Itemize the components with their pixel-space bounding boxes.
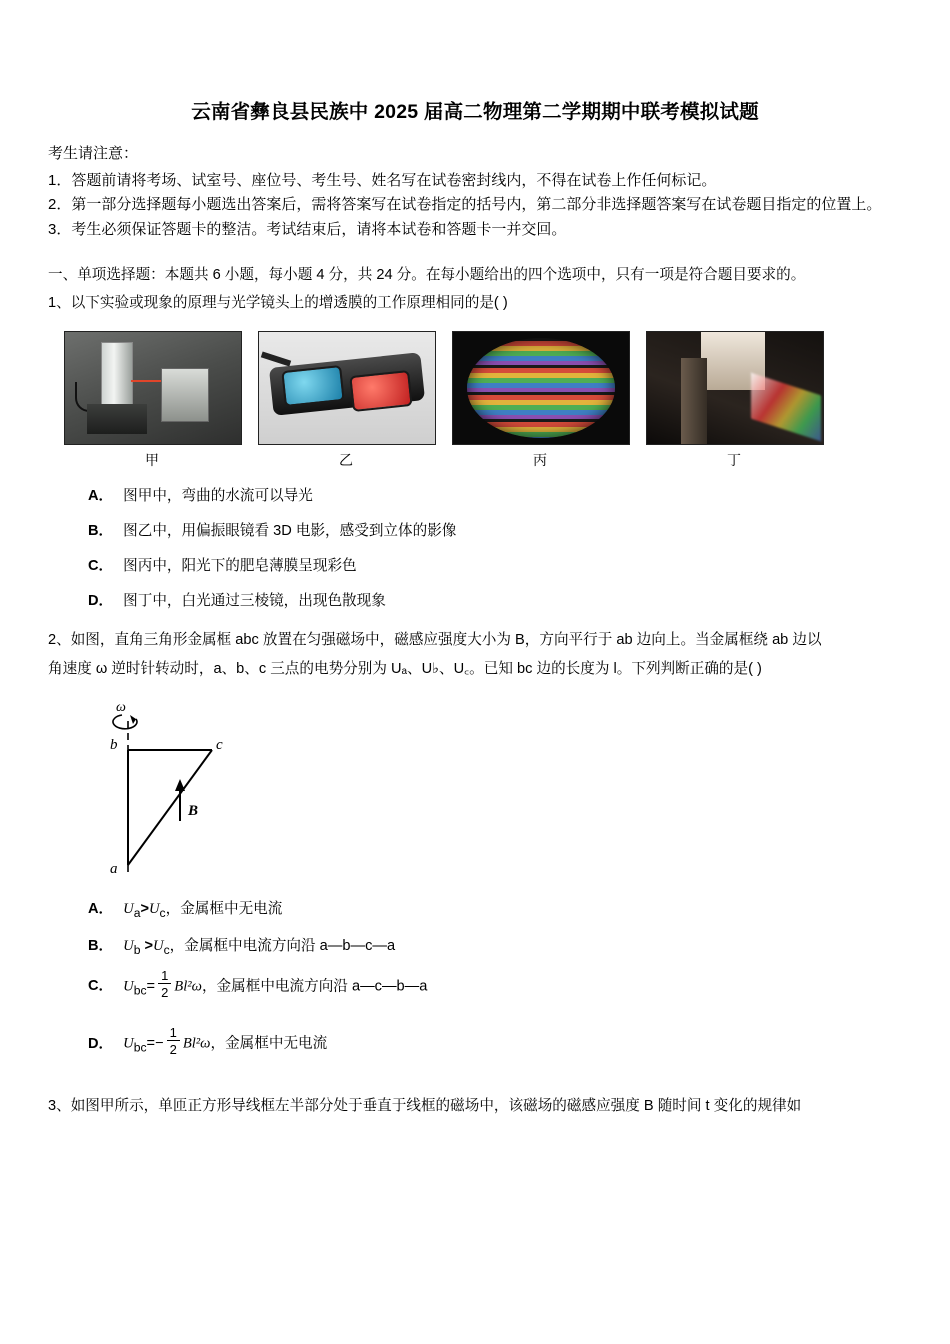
- field-b-label: B: [188, 802, 199, 819]
- option-a-label: A．: [88, 487, 114, 504]
- question-2-stem-line-1: 2、如图，直角三角形金属框 abc 放置在匀强磁场中，磁感应强度大小为 B，方向平行于 ab 边向上。当金属框绕 ab 边以: [48, 631, 822, 648]
- notice-item-1: 1．答题前请将考场、试室号、座位号、考生号、姓名写在试卷密封线内，不得在试卷上作任何标记。: [48, 172, 717, 189]
- page-title: 云南省彝良县民族中 2025 届高二物理第二学期期中联考模拟试题: [191, 101, 759, 123]
- question-2-figure: [88, 693, 308, 883]
- prism-dispersion-image: [646, 331, 824, 445]
- question-2-stem-line-2: 角速度 ω 逆时针转动时，a、b、c 三点的电势分别为 Uₐ、U♭、U꜀。已知 bc 边的长度为 l。下列判断正确的是( ): [48, 661, 762, 678]
- question-1-option-b: [88, 519, 902, 540]
- vertex-b-label: b: [110, 736, 118, 753]
- figure-cell-yi: [258, 331, 434, 470]
- option-a-text: 图甲中，弯曲的水流可以导光: [123, 487, 313, 504]
- notice-item-2: 2．第一部分选择题每小题选出答案后，需将答案写在试卷指定的括号内，第二部分非选择题答案写在试卷题目指定的位置上。: [48, 196, 882, 214]
- q2-option-d-expr: Bl²ω: [182, 1035, 211, 1052]
- q2-option-b-text: ，金属框中电流方向沿 a—b—c—a: [169, 937, 396, 954]
- figure-caption-yi: 乙: [339, 451, 353, 468]
- omega-label: ω: [116, 699, 126, 715]
- question-1-option-a: [88, 484, 902, 505]
- fraction-one-half-d: $\frac{1}{2}$: [167, 1026, 180, 1058]
- q2-option-d-text: ，金属框中无电流: [210, 1035, 328, 1052]
- figure-cell-ding: [646, 331, 822, 470]
- figure-caption-ding: 丁: [727, 451, 741, 468]
- question-2-option-b: B． $U_b >U_c$，金属框中电流方向沿 a—b—c—a: [88, 937, 396, 957]
- soap-film-interference-image: [452, 331, 630, 445]
- water-jet-light-guide-image: [64, 331, 242, 445]
- notice-heading: 考生请注意：: [48, 145, 139, 162]
- question-2-option-c: C． $U_{bc}=$ $\frac{1}{2}$ Bl²ω，金属框中电流方向沿 a—c—b—a: [88, 967, 428, 1000]
- question-1-option-c: [88, 554, 902, 575]
- vertex-c-label: c: [216, 736, 223, 753]
- question-2-option-d: D． $U_{bc}=-$ $\frac{1}{2}$ Bl²ω，金属框中无电流: [88, 1025, 328, 1058]
- question-3-stem: 3、如图甲所示，单匝正方形导线框左半部分处于垂直于线框的磁场中，该磁场的磁感应强度 B 随时间 t 变化的规律如: [48, 1097, 802, 1114]
- q2-option-b-label: B．: [88, 937, 114, 954]
- option-c-label: C．: [88, 557, 114, 574]
- question-1-option-d: [88, 589, 902, 610]
- section-one-heading: 一、单项选择题：本题共 6 小题，每小题 4 分，共 24 分。在每小题给出的四个选项中，只有一项是符合题目要求的。: [48, 266, 806, 283]
- fraction-one-half-c: $\frac{1}{2}$: [158, 969, 171, 1001]
- question-1-figure-row: [64, 331, 902, 470]
- 3d-anaglyph-glasses-image: [258, 331, 436, 445]
- q2-option-d-label: D．: [88, 1035, 114, 1052]
- option-d-text: 图丁中，白光通过三棱镜，出现色散现象: [123, 592, 386, 609]
- figure-caption-bing: 丙: [533, 451, 547, 468]
- notice-item-3: 3．考生必须保证答题卡的整洁。考试结束后，请将本试卷和答题卡一并交回。: [48, 220, 567, 238]
- q2-option-c-label: C．: [88, 978, 114, 995]
- figure-cell-jia: [64, 331, 240, 470]
- triangle-frame-diagram: [88, 693, 308, 883]
- option-b-text: 图乙中，用偏振眼镜看 3D 电影，感受到立体的影像: [123, 522, 457, 539]
- vertex-a-label: a: [110, 860, 118, 877]
- q2-option-a-text: ，金属框中无电流: [165, 900, 283, 917]
- option-d-label: D．: [88, 592, 114, 609]
- q2-option-c-expr: Bl²ω: [174, 978, 202, 995]
- q2-option-c-text: ，金属框中电流方向沿 a—c—b—a: [201, 978, 428, 995]
- q2-option-a-label: A．: [88, 900, 114, 917]
- option-b-label: B．: [88, 522, 114, 539]
- question-2-option-a: A． $U_a>U_c$，金属框中无电流: [88, 900, 283, 920]
- question-1-stem: 1、以下实验或现象的原理与光学镜头上的增透膜的工作原理相同的是( ): [48, 295, 508, 312]
- figure-caption-jia: 甲: [145, 451, 159, 468]
- figure-cell-bing: [452, 331, 628, 470]
- option-c-text: 图丙中，阳光下的肥皂薄膜呈现彩色: [123, 557, 357, 574]
